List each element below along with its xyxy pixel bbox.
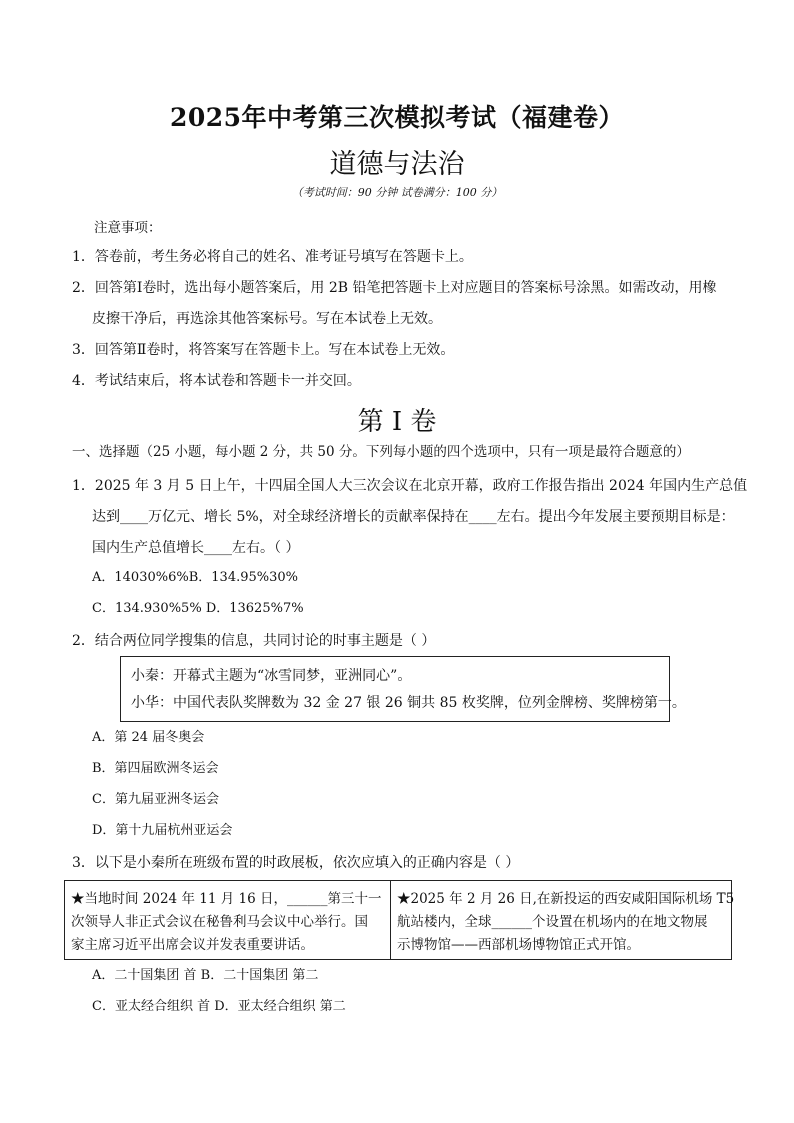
news-board-right-cell [391,881,735,959]
board-right-line: 航站楼内，全球______个设置在机场内的在地文物展 [397,914,708,930]
exam-info: （考试时间：90 分钟 试卷满分：100 分） [291,186,503,199]
notice-heading: 注意事项： [94,220,162,236]
question-1-stem: 1．2025 年 3 月 5 日上午，十四届全国人大三次会议在北京开幕，政府工作报告指出 2024 年国内生产总值 [72,478,748,494]
info-line-xiaoqin: 小秦：开幕式主题为“冰雪同梦，亚洲同心”。 [131,668,412,684]
notice-item: 1．答卷前，考生务必将自己的姓名、准考证号填写在答题卡上。 [72,249,473,265]
question-2-stem: 2．结合两位同学搜集的信息，共同讨论的时事主题是（ ） [72,633,436,649]
question-2-option: C．第九届亚洲冬运会 [92,792,219,807]
question-3-stem: 3．以下是小秦所在班级布置的时政展板，依次应填入的正确内容是（ ） [72,855,520,871]
question-2-info-box [120,656,686,722]
question-2-option: B．第四届欧洲冬运会 [92,761,219,776]
question-2-option: D．第十九届杭州亚运会 [92,823,233,838]
notice-item: 4．考试结束后，将本试卷和答题卡一并交回。 [72,373,361,389]
question-3-option: C．亚太经合组织 首 D．亚太经合组织 第二 [92,999,346,1014]
subject-title: 道德与法治 [329,149,465,180]
question-1-option: A．14030%6%B．134.95%30% [92,570,299,585]
board-left-line: ★当地时间 2024 年 11 月 16 日，______第三十一 [71,891,382,907]
volume-title: 第 I 卷 [357,407,437,437]
question-1-stem: 达到____万亿元、增长 5%，对全球经济增长的贡献率保持在____左右。提出今年发展主要预期目标是： [92,509,735,525]
board-left-line: 次领导人非正式会议在秘鲁利马会议中心举行。国 [71,914,368,930]
news-board-table [64,880,735,960]
news-board-left-cell [65,881,391,959]
notice-item: 3．回答第Ⅱ卷时，将答案写在答题卡上。写在本试卷上无效。 [72,342,455,358]
exam-title: 2025年中考第三次模拟考试（福建卷） [169,103,625,132]
board-right-line: 示博物馆——西部机场博物馆正式开馆。 [397,937,640,953]
section-heading: 一、选择题（25 小题，每小题 2 分，共 50 分。下列每小题的四个选项中，只有一项是最符合题意的） [72,444,690,460]
info-line-xiaohua: 小华：中国代表队奖牌数为 32 金 27 银 26 铜共 85 枚奖牌，位列金牌榜、奖牌榜第一。 [131,695,686,711]
notice-item: 2．回答第Ⅰ卷时，选出每小题答案后，用 2B 铅笔把答题卡上对应题目的答案标号涂黑。如需改动，用橡 [72,280,717,296]
notice-item: 皮擦干净后，再选涂其他答案标号。写在本试卷上无效。 [92,311,442,327]
question-1-option: C．134.930%5% D．13625%7% [92,601,304,616]
question-1-stem: 国内生产总值增长____左右。（ ） [92,540,300,556]
question-2-option: A．第 24 届冬奥会 [92,730,205,745]
board-left-line: 家主席习近平出席会议并发表重要讲话。 [71,937,314,953]
board-right-line: ★2025 年 2 月 26 日,在新投运的西安咸阳国际机场 T5 [397,891,735,907]
question-3-option: A．二十国集团 首 B．二十国集团 第二 [92,968,319,983]
